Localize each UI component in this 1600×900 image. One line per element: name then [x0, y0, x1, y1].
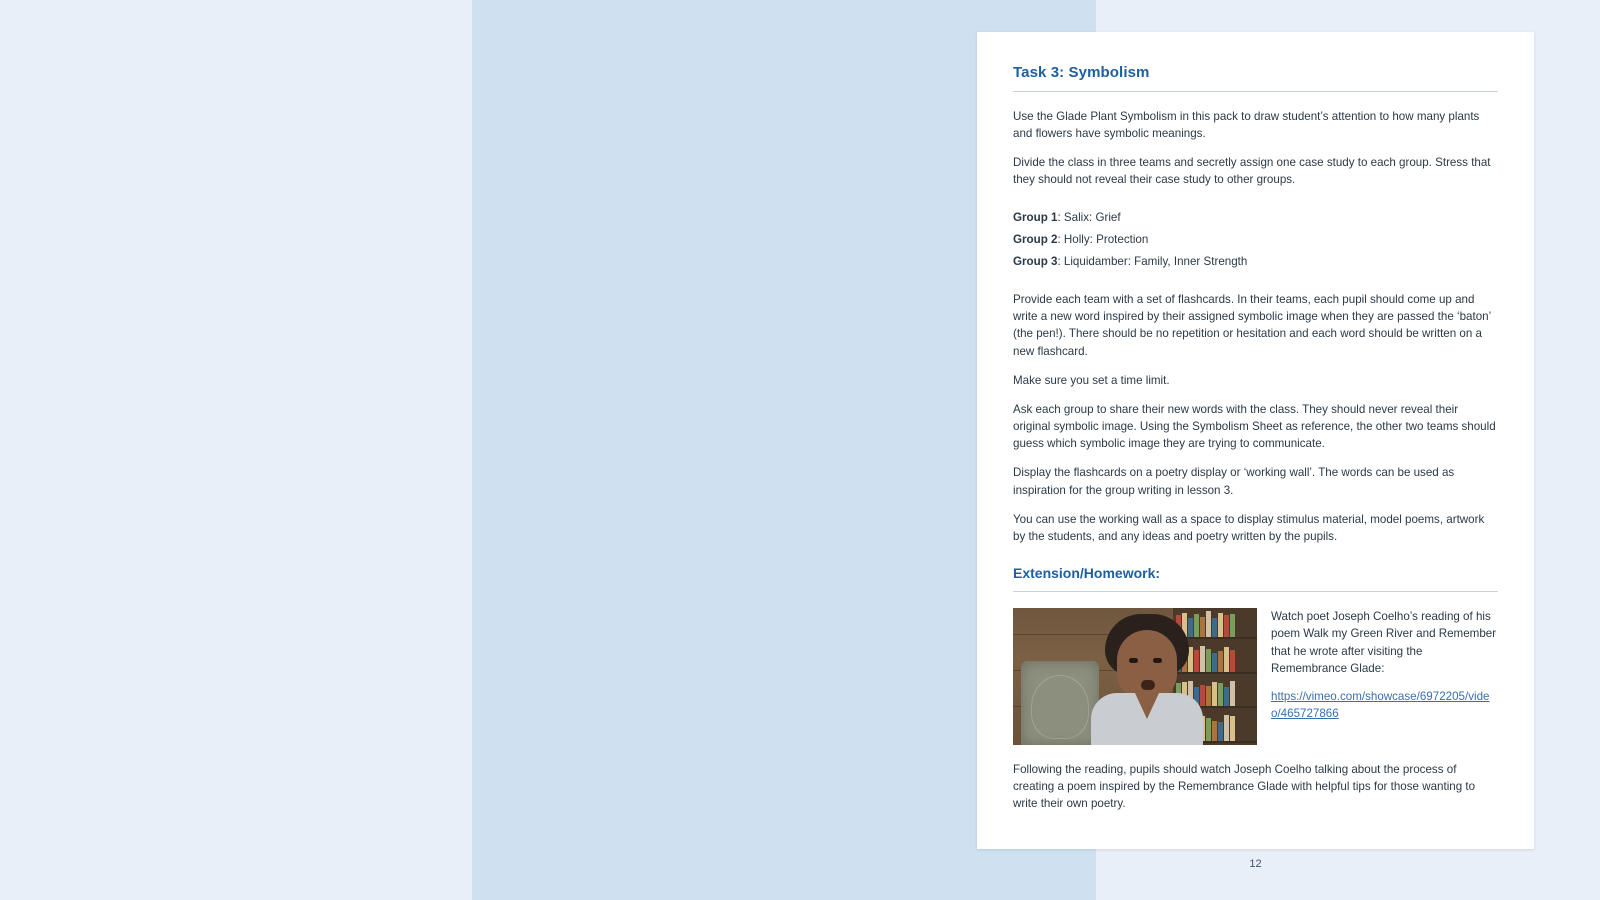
spacer — [1013, 201, 1498, 209]
eye-left — [1129, 658, 1138, 663]
video-block — [1013, 608, 1498, 745]
paragraph-display: Display the flashcards on a poetry display or ‘working wall’. The words can be used as inspiration for the group writing in lesson 3. — [1013, 466, 1455, 497]
extension-heading: Extension/Homework: — [1013, 564, 1161, 581]
page-number: 12 — [1249, 858, 1262, 870]
person-portrait — [1091, 608, 1203, 745]
page-content — [1013, 64, 1498, 824]
paragraph-working-wall: You can use the working wall as a space to display stimulus material, model poems, artwork by the students, and any ideas and poetry written by the pupils. — [1013, 512, 1485, 543]
group-2-text: : Holly: Protection — [1057, 232, 1149, 246]
video-url-link[interactable]: https://vimeo.com/showcase/6972205/video/465727866 — [1271, 689, 1490, 720]
eye-right — [1153, 658, 1162, 663]
extension-divider — [1013, 591, 1498, 592]
paragraph-closing: Following the reading, pupils should watch Joseph Coelho talking about the process of creating a poem inspired by the Remembrance Glade with helpful tips for those wanting to write their own poetry. — [1013, 762, 1476, 811]
paragraph-teams: Divide the class in three teams and secretly assign one case study to each group. Stress that they should not reveal their case study to other groups. — [1013, 156, 1491, 187]
paragraph-flashcards: Provide each team with a set of flashcards. In their teams, each pupil should come up and write a new word inspired by their assigned symbolic image when they are passed the ‘baton’ (the pen!). There should be no repetition or hesitation and each word should be written on a new flashcard. — [1013, 293, 1491, 358]
video-text-column — [1271, 608, 1498, 722]
mouth — [1141, 680, 1155, 690]
group-item-1 — [1013, 209, 1498, 226]
title-divider — [1013, 91, 1498, 92]
video-caption: Watch poet Joseph Coelho’s reading of his poem Walk my Green River and Remember that he wrote after visiting the Remembrance Glade: — [1271, 609, 1497, 676]
group-1-text: : Salix: Grief — [1057, 210, 1121, 224]
group-1-label: Group 1 — [1013, 210, 1058, 224]
paragraph-share-words: Ask each group to share their new words with the class. They should never reveal their original symbolic image. Using the Symbolism Sheet as reference, the other two teams should guess which symbolic image they are trying to communicate. — [1013, 402, 1496, 451]
paragraph-time-limit: Make sure you set a time limit. — [1013, 373, 1170, 387]
spacer — [1013, 275, 1498, 291]
page-title: Task 3: Symbolism — [1013, 64, 1150, 81]
cushion — [1021, 661, 1099, 745]
group-3-label: Group 3 — [1013, 254, 1058, 268]
document-page — [977, 32, 1534, 849]
group-item-2 — [1013, 231, 1498, 248]
paragraph-intro: Use the Glade Plant Symbolism in this pack to draw student’s attention to how many plants and flowers have symbolic meanings. — [1013, 110, 1480, 141]
group-2-label: Group 2 — [1013, 232, 1058, 246]
face — [1117, 630, 1177, 700]
group-item-3 — [1013, 253, 1498, 270]
document-viewport[interactable] — [472, 0, 1497, 900]
group-3-text: : Liquidamber: Family, Inner Strength — [1057, 254, 1248, 268]
video-thumbnail[interactable] — [1013, 608, 1257, 745]
